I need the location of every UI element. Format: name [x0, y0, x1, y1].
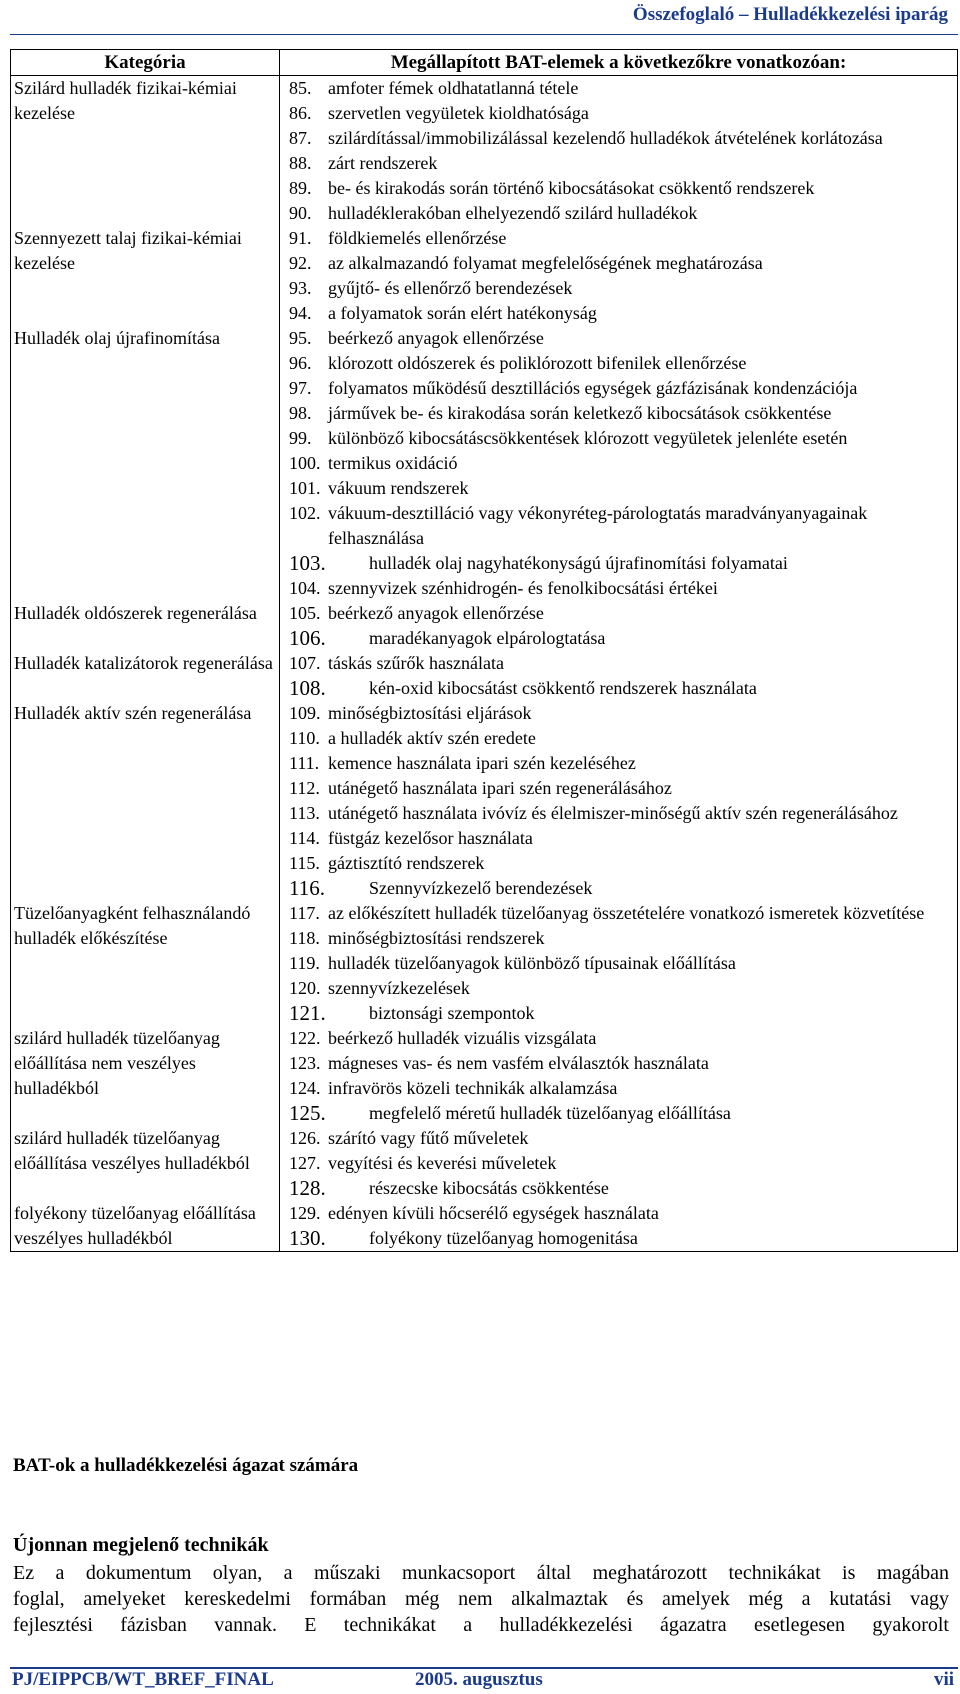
- list-item: [289, 201, 957, 226]
- item-number: 109.: [289, 703, 321, 723]
- item-text: hulladék tüzelőanyagok különböző típusainak előállítása: [328, 953, 736, 973]
- item-text: táskás szűrők használata: [328, 653, 504, 673]
- item-text: minőségbiztosítási rendszerek: [328, 928, 545, 948]
- list-item: [289, 151, 957, 176]
- list-item: [289, 176, 957, 201]
- item-text: minőségbiztosítási eljárások: [328, 703, 532, 723]
- list-item: [289, 301, 957, 326]
- item-number: 123.: [289, 1053, 321, 1073]
- list-item: [289, 601, 957, 626]
- item-text: vegyítési és keverési műveletek: [328, 1153, 557, 1173]
- item-text: Szennyvízkezelő berendezések: [369, 878, 593, 898]
- list-item: [289, 226, 957, 251]
- item-number: 116.: [289, 876, 325, 900]
- item-number: 118.: [289, 928, 320, 948]
- item-number: 102.: [289, 503, 321, 523]
- list-item: [289, 776, 957, 801]
- item-text: a folyamatok során elért hatékonyság: [328, 303, 597, 323]
- table-header-row: [11, 50, 958, 76]
- item-number: 112.: [289, 778, 320, 798]
- elements-cell: [280, 76, 958, 227]
- section-title: Újonnan megjelenő technikák: [13, 1534, 269, 1556]
- item-text: szervetlen vegyületek kioldhatósága: [328, 103, 589, 123]
- item-text: beérkező anyagok ellenőrzése: [328, 328, 544, 348]
- category-cell: [11, 326, 280, 601]
- list-item: [289, 101, 957, 126]
- table-row: [11, 1126, 958, 1201]
- item-text: gyűjtő- és ellenőrző berendezések: [328, 278, 573, 298]
- item-text: megfelelő méretű hulladék tüzelőanyag előállítása: [369, 1103, 731, 1123]
- item-number: 88.: [289, 153, 312, 173]
- table-body: [11, 76, 958, 1252]
- list-item: [289, 401, 957, 426]
- item-text: az alkalmazandó folyamat megfelelőségének meghatározása: [328, 253, 763, 273]
- elements-cell: [280, 1126, 958, 1201]
- list-item: [289, 1126, 957, 1151]
- item-text: a hulladék aktív szén eredete: [328, 728, 536, 748]
- list-item: [289, 901, 957, 926]
- category-label: szilárd hulladék tüzelőanyag előállítása nem veszélyes hulladékból: [14, 1028, 220, 1098]
- item-text: biztonsági szempontok: [369, 1003, 535, 1023]
- item-number: 115.: [289, 853, 320, 873]
- item-text: zárt rendszerek: [328, 153, 438, 173]
- bat-table: [10, 49, 958, 1252]
- footer-doc-id: PJ/EIPPCB/WT_BREF_FINAL: [12, 1669, 274, 1690]
- footer-page-number: vii: [933, 1669, 954, 1690]
- table-row: [11, 651, 958, 701]
- table-row: [11, 1026, 958, 1126]
- body-line: Ez a dokumentum olyan, a műszaki munkacsoport által meghatározott technikákat is magában: [13, 1562, 949, 1584]
- item-number: 128.: [289, 1176, 326, 1200]
- list-item: [289, 826, 957, 851]
- item-number: 124.: [289, 1078, 321, 1098]
- item-number: 121.: [289, 1001, 326, 1025]
- item-text: hulladéklerakóban elhelyezendő szilárd hulladékok: [328, 203, 698, 223]
- item-text: különböző kibocsátáscsökkentések klórozott vegyületek jelenléte esetén: [328, 428, 848, 448]
- category-cell: [11, 901, 280, 1026]
- table-row: [11, 601, 958, 651]
- item-text: gáztisztító rendszerek: [328, 853, 485, 873]
- column-header-elements: Megállapított BAT-elemek a következőkre vonatkozóan:: [280, 50, 958, 76]
- item-text: szennyvizek szénhidrogén- és fenolkibocsátási értékei: [328, 578, 718, 598]
- item-number: 96.: [289, 353, 312, 373]
- item-text: földkiemelés ellenőrzése: [328, 228, 507, 248]
- list-item: [289, 326, 957, 351]
- item-number: 101.: [289, 478, 321, 498]
- item-number: 107.: [289, 653, 321, 673]
- elements-cell: [280, 901, 958, 1026]
- elements-cell: [280, 701, 958, 901]
- item-number: 91.: [289, 228, 312, 248]
- item-text: folyékony tüzelőanyag homogenitása: [369, 1228, 638, 1248]
- item-number: 106.: [289, 626, 326, 650]
- item-text: kemence használata ipari szén kezeléséhez: [328, 753, 636, 773]
- item-number: 125.: [289, 1101, 326, 1125]
- item-text: utánégető használata ivóvíz és élelmiszer-minőségű aktív szén regenerálásához: [328, 803, 898, 823]
- category-label: szilárd hulladék tüzelőanyag előállítása veszélyes hulladékból: [14, 1128, 250, 1173]
- item-number: 100.: [289, 453, 321, 473]
- list-item: [289, 726, 957, 751]
- item-number: 108.: [289, 676, 326, 700]
- item-number: 93.: [289, 278, 312, 298]
- item-text: maradékanyagok elpárologtatása: [369, 628, 606, 648]
- item-text: szárító vagy fűtő műveletek: [328, 1128, 529, 1148]
- item-text: infravörös közeli technikák alkalamzása: [328, 1078, 618, 1098]
- list-item: [289, 426, 957, 451]
- item-text: kén-oxid kibocsátást csökkentő rendszerek használata: [369, 678, 757, 698]
- item-text: be- és kirakodás során történő kibocsátásokat csökkentő rendszerek: [328, 178, 815, 198]
- elements-cell: [280, 226, 958, 326]
- list-item: [289, 551, 957, 576]
- item-text: termikus oxidáció: [328, 453, 458, 473]
- item-number: 94.: [289, 303, 312, 323]
- item-text: beérkező hulladék vizuális vizsgálata: [328, 1028, 597, 1048]
- list-item: [289, 926, 957, 951]
- category-cell: [11, 226, 280, 326]
- list-item: [289, 501, 957, 551]
- item-number: 92.: [289, 253, 312, 273]
- list-item: [289, 376, 957, 401]
- list-item: [289, 76, 957, 101]
- item-text: edényen kívüli hőcserélő egységek használata: [328, 1203, 659, 1223]
- item-text: vákuum-desztilláció vagy vékonyréteg-párologtatás maradványanyagainak felhasználása: [328, 503, 868, 548]
- item-number: 103.: [289, 551, 326, 575]
- table-caption: BAT-ok a hulladékkezelési ágazat számára: [13, 1455, 359, 1476]
- table-row: [11, 326, 958, 601]
- item-number: 85.: [289, 78, 312, 98]
- item-text: hulladék olaj nagyhatékonyságú újrafinomítási folyamatai: [369, 553, 788, 573]
- category-label: Tüzelőanyagként felhasználandó hulladék előkészítése: [14, 903, 251, 948]
- table-row: [11, 226, 958, 326]
- list-item: [289, 951, 957, 976]
- list-item: [289, 1076, 957, 1101]
- item-number: 105.: [289, 603, 321, 623]
- category-label: folyékony tüzelőanyag előállítása veszélyes hulladékból: [14, 1203, 256, 1248]
- list-item: [289, 1001, 957, 1026]
- item-text: járművek be- és kirakodása során keletkező kibocsátások csökkentése: [328, 403, 832, 423]
- category-cell: [11, 1026, 280, 1126]
- table-row: [11, 76, 958, 227]
- item-number: 110.: [289, 728, 320, 748]
- category-label: Hulladék oldószerek regenerálása: [14, 603, 257, 623]
- category-cell: [11, 76, 280, 227]
- item-number: 89.: [289, 178, 312, 198]
- elements-cell: [280, 1026, 958, 1126]
- list-item: [289, 676, 957, 701]
- item-number: 95.: [289, 328, 312, 348]
- item-text: folyamatos működésű desztillációs egységek gázfázisának kondenzációja: [328, 378, 858, 398]
- footer-date: 2005. augusztus: [415, 1669, 543, 1690]
- item-number: 98.: [289, 403, 312, 423]
- item-number: 129.: [289, 1203, 321, 1223]
- table-row: [11, 701, 958, 901]
- list-item: [289, 1201, 957, 1226]
- category-cell: [11, 601, 280, 651]
- item-text: mágneses vas- és nem vasfém elválasztók használata: [328, 1053, 709, 1073]
- category-cell: [11, 1126, 280, 1201]
- item-text: beérkező anyagok ellenőrzése: [328, 603, 544, 623]
- item-text: szennyvízkezelések: [328, 978, 470, 998]
- list-item: [289, 801, 957, 826]
- body-line: fejlesztési fázisban vannak. E technikákat a hulladékkezelési ágazatra esetlegesen gyakorolt: [13, 1614, 949, 1636]
- item-number: 126.: [289, 1128, 321, 1148]
- item-text: szilárdítással/immobilizálással kezelendő hulladékok átvételének korlátozása: [328, 128, 883, 148]
- item-number: 122.: [289, 1028, 321, 1048]
- table-row: [11, 901, 958, 1026]
- category-label: Hulladék katalizátorok regenerálása: [14, 653, 273, 673]
- table-row: [11, 1201, 958, 1252]
- item-number: 87.: [289, 128, 312, 148]
- item-text: az előkészített hulladék tüzelőanyag összetételére vonatkozó ismeretek közvetítése: [328, 903, 925, 923]
- category-label: Szilárd hulladék fizikai-kémiai kezelése: [14, 78, 237, 123]
- item-text: amfoter fémek oldhatatlanná tétele: [328, 78, 579, 98]
- item-number: 104.: [289, 578, 321, 598]
- item-text: klórozott oldószerek és poliklórozott bifenilek ellenőrzése: [328, 353, 747, 373]
- list-item: [289, 701, 957, 726]
- category-label: Hulladék aktív szén regenerálása: [14, 703, 252, 723]
- item-number: 127.: [289, 1153, 321, 1173]
- item-text: vákuum rendszerek: [328, 478, 469, 498]
- category-cell: [11, 1201, 280, 1252]
- item-text: részecske kibocsátás csökkentése: [369, 1178, 609, 1198]
- column-header-category: Kategória: [11, 50, 280, 76]
- category-label: Szennyezett talaj fizikai-kémiai kezelése: [14, 228, 242, 273]
- item-number: 111.: [289, 753, 320, 773]
- body-line: foglal, amelyeket kereskedelmi formában még nem alkalmaztak és amelyek még a kutatási vagy: [13, 1588, 949, 1610]
- header-rule: [10, 34, 958, 35]
- list-item: [289, 1176, 957, 1201]
- list-item: [289, 851, 957, 876]
- item-number: 113.: [289, 803, 320, 823]
- item-number: 130.: [289, 1226, 326, 1250]
- item-number: 119.: [289, 953, 320, 973]
- list-item: [289, 1101, 957, 1126]
- item-number: 99.: [289, 428, 312, 448]
- list-item: [289, 1151, 957, 1176]
- item-text: füstgáz kezelősor használata: [328, 828, 533, 848]
- category-cell: [11, 651, 280, 701]
- item-number: 114.: [289, 828, 320, 848]
- item-number: 90.: [289, 203, 312, 223]
- list-item: [289, 576, 957, 601]
- list-item: [289, 626, 957, 651]
- list-item: [289, 651, 957, 676]
- page-header-title: Összefoglaló – Hulladékkezelési iparág: [632, 4, 948, 25]
- item-number: 97.: [289, 378, 312, 398]
- elements-cell: [280, 1201, 958, 1252]
- elements-cell: [280, 601, 958, 651]
- item-number: 120.: [289, 978, 321, 998]
- elements-cell: [280, 326, 958, 601]
- list-item: [289, 876, 957, 901]
- list-item: [289, 976, 957, 1001]
- elements-cell: [280, 651, 958, 701]
- list-item: [289, 1051, 957, 1076]
- list-item: [289, 126, 957, 151]
- list-item: [289, 451, 957, 476]
- item-text: utánégető használata ipari szén regenerálásához: [328, 778, 672, 798]
- list-item: [289, 476, 957, 501]
- list-item: [289, 751, 957, 776]
- item-number: 86.: [289, 103, 312, 123]
- list-item: [289, 1226, 957, 1251]
- page-footer: [10, 1669, 958, 1693]
- item-number: 117.: [289, 903, 320, 923]
- category-cell: [11, 701, 280, 901]
- section-body: [13, 1560, 949, 1638]
- list-item: [289, 251, 957, 276]
- list-item: [289, 1026, 957, 1051]
- list-item: [289, 276, 957, 301]
- list-item: [289, 351, 957, 376]
- category-label: Hulladék olaj újrafinomítása: [14, 328, 220, 348]
